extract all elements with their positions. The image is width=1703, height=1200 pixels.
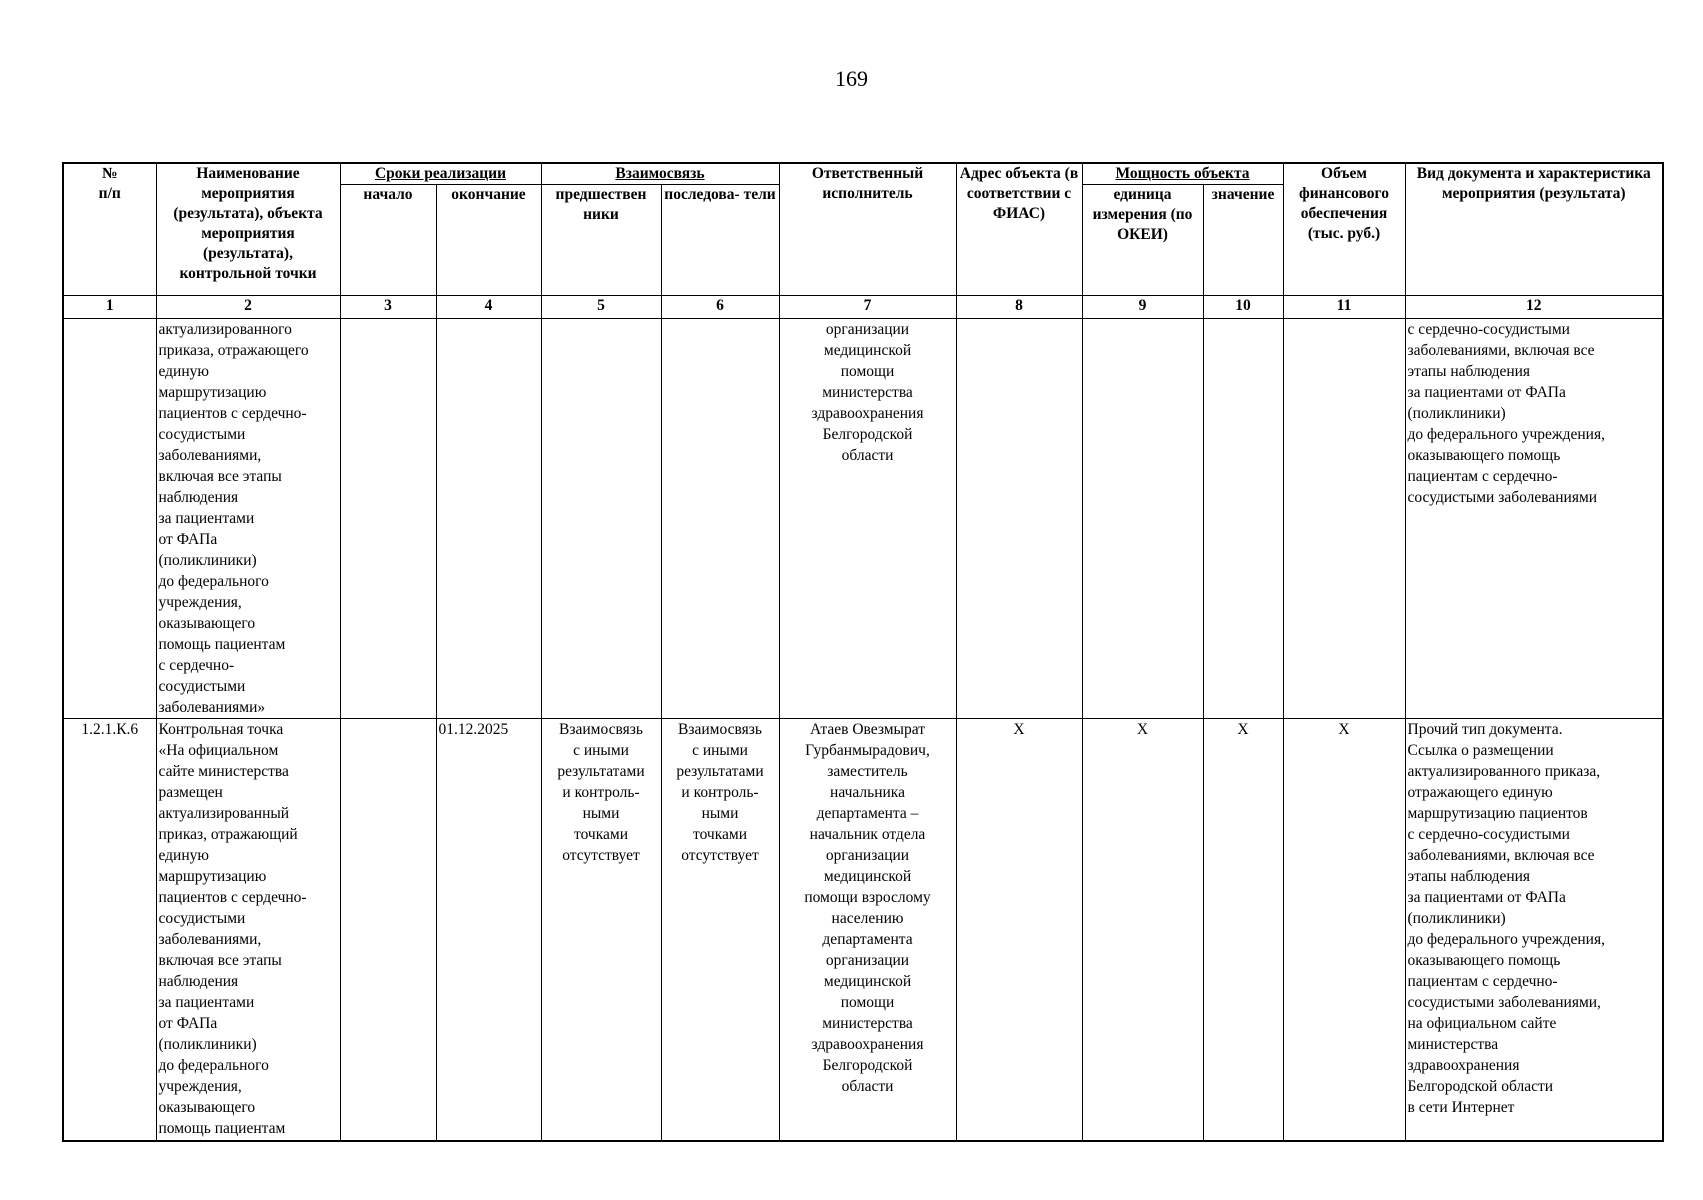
header-relation (541, 163, 779, 185)
column-number: 6 (661, 296, 779, 319)
row-end (436, 319, 541, 719)
column-number: 7 (779, 296, 956, 319)
column-number: 1 (63, 296, 156, 319)
row-end: 01.12.2025 (436, 719, 541, 1142)
column-number: 11 (1283, 296, 1405, 319)
row-unit: Х (1082, 719, 1203, 1142)
header-financing: Объем финансового обеспечения (тыс. руб.) (1283, 163, 1405, 296)
header-successors: последова- тели (661, 185, 779, 296)
row-num: 1.2.1.К.6 (63, 719, 156, 1142)
header-value: значение (1203, 185, 1283, 296)
row-responsible: организации медицинской помощи министерства здравоохранения Белгородской области (779, 319, 956, 719)
row-financing: Х (1283, 719, 1405, 1142)
page-number: 169 (835, 66, 868, 91)
column-number: 8 (956, 296, 1082, 319)
row-predecessors: Взаимосвязь с иными результатами и контроль- ными точками отсутствует (541, 719, 661, 1142)
header-predecessors: предшествен ники (541, 185, 661, 296)
header-unit: единица измерения (по ОКЕИ) (1082, 185, 1203, 296)
column-number: 3 (340, 296, 436, 319)
row-value (1203, 319, 1283, 719)
column-number: 5 (541, 296, 661, 319)
row-num (63, 319, 156, 719)
activities-table (62, 162, 1664, 1142)
table-row (63, 719, 1663, 1142)
header-address: Адрес объекта (в соответствии с ФИАС) (956, 163, 1082, 296)
header-doc-type: Вид документа и характеристика мероприятия (результата) (1405, 163, 1663, 296)
row-start (340, 719, 436, 1142)
header-terms (340, 163, 541, 185)
row-address: Х (956, 719, 1082, 1142)
column-number: 9 (1082, 296, 1203, 319)
column-numbers-row (63, 296, 1663, 319)
header-row-1 (63, 163, 1663, 185)
row-successors: Взаимосвязь с иными результатами и контроль- ными точками отсутствует (661, 719, 779, 1142)
header-end: окончание (436, 185, 541, 296)
header-num: № п/п (63, 163, 156, 296)
row-name: актуализированного приказа, отражающего единую маршрутизацию пациентов с сердечно- сосудистыми заболеваниями, включая все этапы наблюдения за пациентами от ФАПа (поликлиники) до федерального учреждения, оказывающего помощь пациентам с сердечно- сосудистыми заболеваниями» (156, 319, 340, 719)
header-responsible: Ответственный исполнитель (779, 163, 956, 296)
row-successors (661, 319, 779, 719)
row-name: Контрольная точка «На официальном сайте министерства размещен актуализированный приказ, отражающий единую маршрутизацию пациентов с сердечно- сосудистыми заболеваниями, включая все этапы наблюдения за пациентами от ФАПа (поликлиники) до федерального учреждения, оказывающего помощь пациентам (156, 719, 340, 1142)
row-financing (1283, 319, 1405, 719)
row-value: Х (1203, 719, 1283, 1142)
row-doc-type: с сердечно-сосудистыми заболеваниями, включая все этапы наблюдения за пациентами от ФАПа (поликлиники) до федерального учреждения, оказывающего помощь пациентам с сердечно- сосудистыми заболеваниями (1405, 319, 1663, 719)
header-name: Наименование мероприятия (результата), объекта мероприятия (результата), контрольной точки (156, 163, 340, 296)
column-number: 2 (156, 296, 340, 319)
row-start (340, 319, 436, 719)
column-number: 4 (436, 296, 541, 319)
column-number: 12 (1405, 296, 1663, 319)
row-unit (1082, 319, 1203, 719)
row-responsible: Атаев Овезмырат Гурбанмырадович, заместитель начальника департамента – начальник отдела организации медицинской помощи взрослому населению департамента организации медицинской помощи министерства здравоохранения Белгородской области (779, 719, 956, 1142)
header-relation-label: Взаимосвязь (615, 165, 705, 182)
row-doc-type: Прочий тип документа. Ссылка о размещении актуализированного приказа, отражающего единую маршрутизацию пациентов с сердечно-сосудистыми заболеваниями, включая все этапы наблюдения за пациентами от ФАПа (поликлиники) до федерального учреждения, оказывающего помощь пациентам с сердечно- сосудистыми заболеваниями, на официальном сайте министерства здравоохранения Белгородской области в сети Интернет (1405, 719, 1663, 1142)
row-address (956, 319, 1082, 719)
table-row (63, 319, 1663, 719)
header-capacity-label: Мощность объекта (1115, 165, 1250, 182)
row-predecessors (541, 319, 661, 719)
header-start: начало (340, 185, 436, 296)
header-terms-label: Сроки реализации (374, 165, 507, 182)
column-number: 10 (1203, 296, 1283, 319)
header-capacity (1082, 163, 1283, 185)
